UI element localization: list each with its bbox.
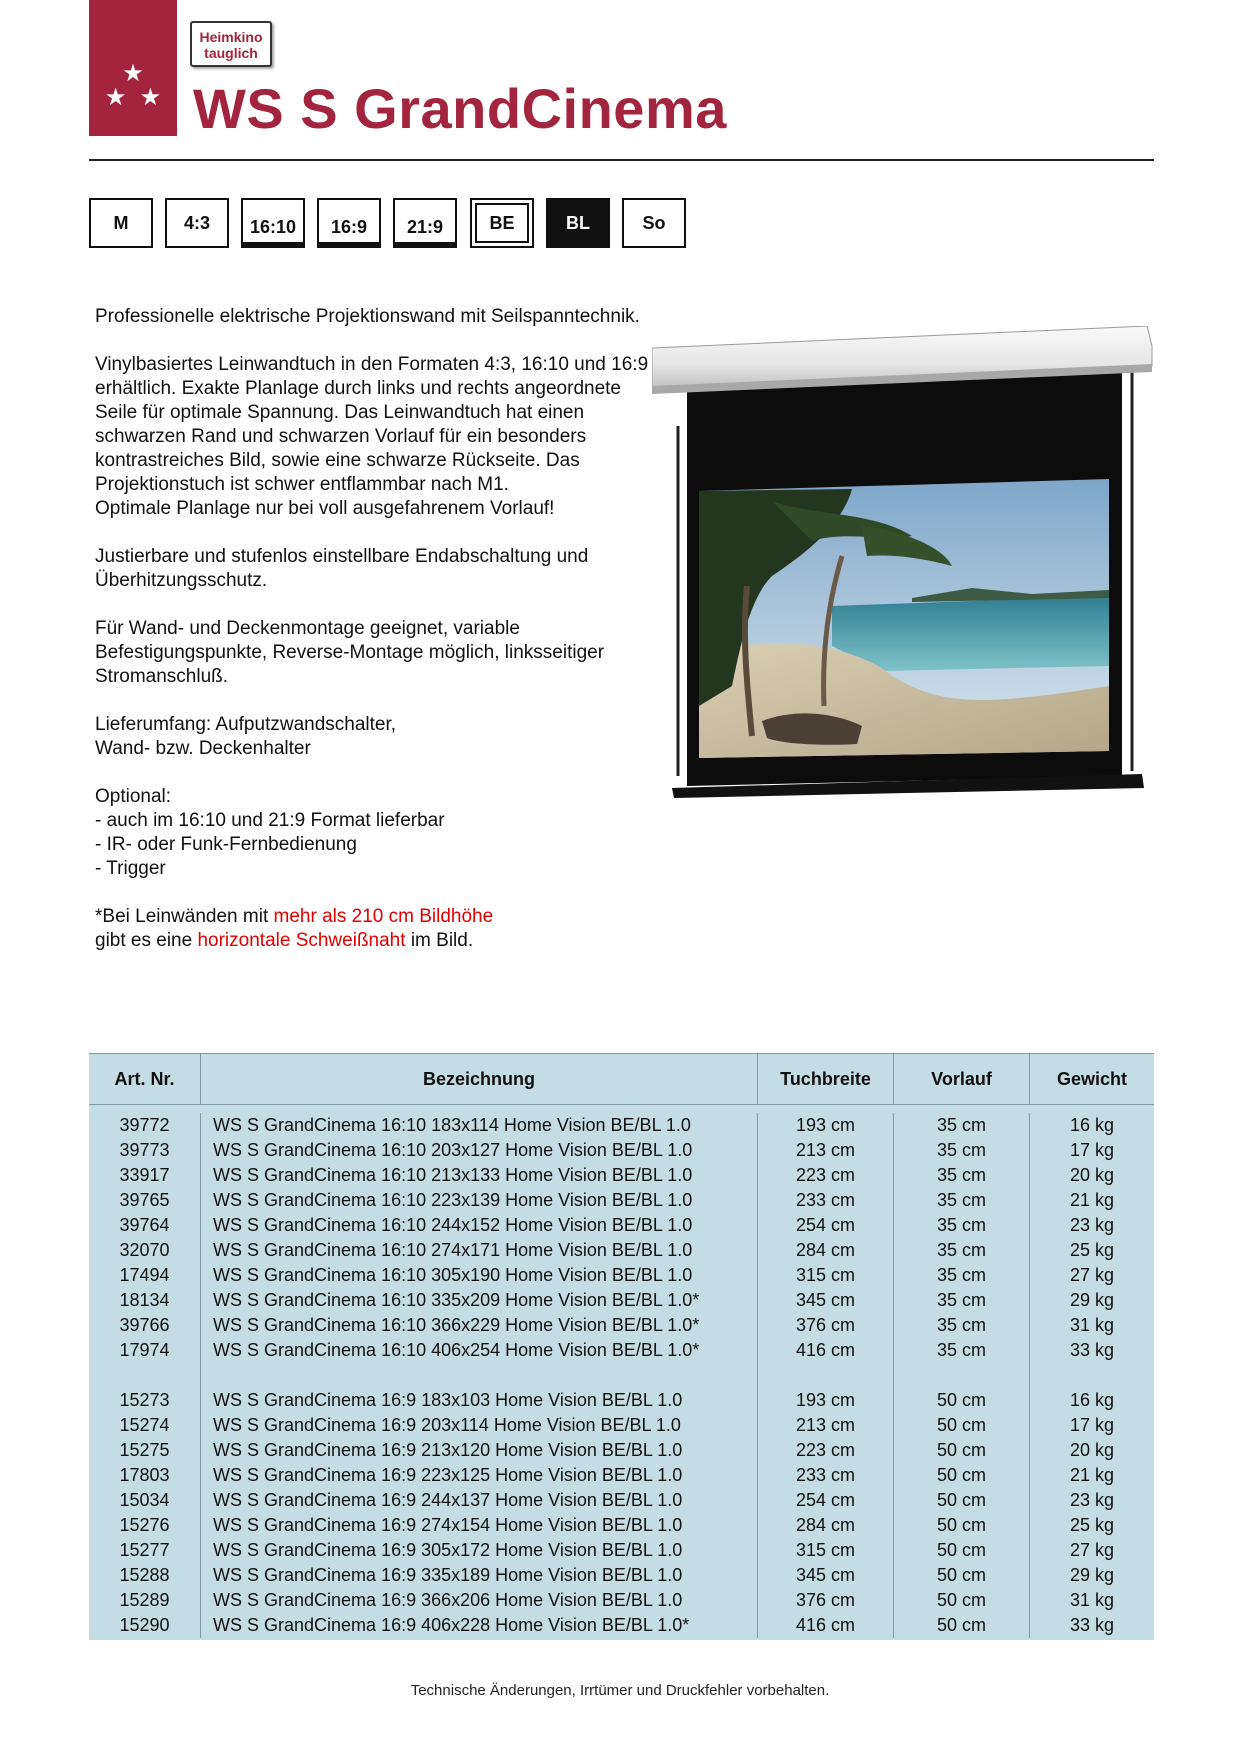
badge-line1: Heimkino — [199, 29, 263, 45]
cell-gewicht: 29 kg — [1069, 1565, 1115, 1585]
cell-art-nr: 17974 — [89, 1338, 201, 1363]
cell-tuchbreite: 213 cm — [758, 1138, 894, 1163]
table-row — [89, 1613, 1154, 1638]
cell-vorlauf: 50 cm — [894, 1438, 1030, 1463]
cell-vorlauf: 35 cm — [894, 1288, 1030, 1313]
cell-bezeichnung: WS S GrandCinema 16:10 223x139 Home Vision BE/BL 1.0 — [201, 1188, 758, 1213]
cell-gewicht: 31 kg — [1069, 1315, 1115, 1335]
cell-bezeichnung: WS S GrandCinema 16:10 335x209 Home Vision BE/BL 1.0* — [201, 1288, 758, 1313]
cell-tuchbreite: 376 cm — [758, 1588, 894, 1613]
cell-tuchbreite: 223 cm — [758, 1438, 894, 1463]
cell-art-nr: 32070 — [89, 1238, 201, 1263]
cell-tuchbreite: 213 cm — [758, 1413, 894, 1438]
gap-cell — [1030, 1363, 1154, 1388]
gap-cell — [89, 1363, 201, 1388]
cell-bezeichnung: WS S GrandCinema 16:10 305x190 Home Vision BE/BL 1.0 — [201, 1263, 758, 1288]
cell-tuchbreite: 254 cm — [758, 1488, 894, 1513]
table-row — [89, 1238, 1154, 1263]
desc-mounting: Für Wand- und Deckenmontage geeignet, variable Befestigungspunkte, Reverse-Montage möglich, linksseitiger Stromanschluß. — [95, 618, 605, 687]
cell-vorlauf: 35 cm — [894, 1213, 1030, 1238]
desc-fabric: Vinylbasiertes Leinwandtuch in den Formaten 4:3, 16:10 und 16:9 erhältlich. Exakte Planlage durch links und rechts angeordnete Seile für optimale Spannung. Das Leinwandtuch hat einen schwarzen Rand und schwarzen Vorlauf für ein besonders kontrastreiches Bild, sowie eine schwarze Rückseite. Das Projektionstuch ist schwer entflammbar nach M1. Optimale Planlage nur bei voll ausgefahrenem Vorlauf! — [95, 354, 649, 519]
table-row — [89, 1188, 1154, 1213]
cell-bezeichnung: WS S GrandCinema 16:10 366x229 Home Vision BE/BL 1.0* — [201, 1313, 758, 1338]
cell-art-nr: 39773 — [89, 1138, 201, 1163]
cell-tuchbreite: 376 cm — [758, 1313, 894, 1338]
table-row — [89, 1388, 1154, 1413]
cell-art-nr: 15276 — [89, 1513, 201, 1538]
cell-tuchbreite: 223 cm — [758, 1163, 894, 1188]
cell-tuchbreite: 233 cm — [758, 1463, 894, 1488]
format-badge-16-9: 16:9 — [317, 198, 381, 248]
cell-gewicht: 23 kg — [1069, 1490, 1115, 1510]
cell-art-nr: 15274 — [89, 1413, 201, 1438]
cell-bezeichnung: WS S GrandCinema 16:10 213x133 Home Vision BE/BL 1.0 — [201, 1163, 758, 1188]
cell-tuchbreite: 315 cm — [758, 1263, 894, 1288]
table-header — [89, 1053, 1154, 1105]
cell-gewicht: 17 kg — [1069, 1415, 1115, 1435]
cell-tuchbreite: 284 cm — [758, 1238, 894, 1263]
cell-vorlauf: 35 cm — [894, 1163, 1030, 1188]
table-row — [89, 1413, 1154, 1438]
cell-gewicht: 25 kg — [1069, 1515, 1115, 1535]
table-row — [89, 1488, 1154, 1513]
cell-vorlauf: 35 cm — [894, 1113, 1030, 1138]
cell-bezeichnung: WS S GrandCinema 16:9 406x228 Home Vision BE/BL 1.0* — [201, 1613, 758, 1638]
cell-bezeichnung: WS S GrandCinema 16:10 183x114 Home Vision BE/BL 1.0 — [201, 1113, 758, 1138]
cell-bezeichnung: WS S GrandCinema 16:9 213x120 Home Vision BE/BL 1.0 — [201, 1438, 758, 1463]
cell-vorlauf: 35 cm — [894, 1138, 1030, 1163]
table-row — [89, 1163, 1154, 1188]
cell-gewicht: 23 kg — [1069, 1215, 1115, 1235]
format-badge-bl: BL — [546, 198, 610, 248]
cell-gewicht: 21 kg — [1069, 1465, 1115, 1485]
desc-limit-switch: Justierbare und stufenlos einstellbare Endabschaltung und Überhitzungsschutz. — [95, 546, 589, 591]
page-title: WS S GrandCinema — [193, 77, 727, 140]
table-row — [89, 1463, 1154, 1488]
cell-art-nr: 15273 — [89, 1388, 201, 1413]
table-row — [89, 1138, 1154, 1163]
header-art-nr: Art. Nr. — [89, 1054, 201, 1104]
table-row — [89, 1288, 1154, 1313]
cell-art-nr: 33917 — [89, 1163, 201, 1188]
cell-tuchbreite: 233 cm — [758, 1188, 894, 1213]
desc-weld-note: *Bei Leinwänden mit mehr als 210 cm Bildhöhe gibt es eine horizontale Schweißnaht im Bild. — [95, 906, 494, 951]
cell-tuchbreite: 284 cm — [758, 1513, 894, 1538]
cell-tuchbreite: 193 cm — [758, 1388, 894, 1413]
cell-vorlauf: 50 cm — [894, 1388, 1030, 1413]
table-row — [89, 1513, 1154, 1538]
header-gewicht: Gewicht — [1056, 1068, 1127, 1089]
cell-vorlauf: 50 cm — [894, 1538, 1030, 1563]
cell-art-nr: 15034 — [89, 1488, 201, 1513]
table-row — [89, 1438, 1154, 1463]
cell-tuchbreite: 315 cm — [758, 1538, 894, 1563]
product-image — [652, 326, 1154, 851]
cell-gewicht: 16 kg — [1069, 1390, 1115, 1410]
table-row — [89, 1563, 1154, 1588]
product-table — [89, 1053, 1154, 1640]
cell-tuchbreite: 345 cm — [758, 1563, 894, 1588]
table-row — [89, 1588, 1154, 1613]
desc-intro: Professionelle elektrische Projektionswand mit Seilspanntechnik. — [95, 306, 640, 327]
header-divider — [89, 159, 1154, 161]
cell-gewicht: 20 kg — [1069, 1165, 1115, 1185]
cell-gewicht: 31 kg — [1069, 1590, 1115, 1610]
cell-gewicht: 27 kg — [1069, 1265, 1115, 1285]
cell-bezeichnung: WS S GrandCinema 16:9 335x189 Home Vision BE/BL 1.0 — [201, 1563, 758, 1588]
header-tuchbreite: Tuchbreite — [758, 1054, 894, 1104]
format-badge-m: M — [89, 198, 153, 248]
cell-vorlauf: 50 cm — [894, 1463, 1030, 1488]
cell-art-nr: 15277 — [89, 1538, 201, 1563]
cell-vorlauf: 35 cm — [894, 1263, 1030, 1288]
desc-delivery: Lieferumfang: Aufputzwandschalter, Wand- bzw. Deckenhalter — [95, 714, 397, 759]
cell-tuchbreite: 345 cm — [758, 1288, 894, 1313]
table-group-gap — [89, 1363, 1154, 1388]
cell-bezeichnung: WS S GrandCinema 16:9 244x137 Home Vision BE/BL 1.0 — [201, 1488, 758, 1513]
table-row — [89, 1213, 1154, 1238]
product-description — [95, 305, 655, 977]
cell-art-nr: 15290 — [89, 1613, 201, 1638]
cell-gewicht: 16 kg — [1069, 1115, 1115, 1135]
table-row — [89, 1313, 1154, 1338]
cell-art-nr: 18134 — [89, 1288, 201, 1313]
cell-gewicht: 33 kg — [1069, 1340, 1115, 1360]
format-badge-so: So — [622, 198, 686, 248]
header-bezeichnung: Bezeichnung — [201, 1054, 758, 1104]
table-row — [89, 1538, 1154, 1563]
format-badge-16-10: 16:10 — [241, 198, 305, 248]
cell-bezeichnung: WS S GrandCinema 16:9 223x125 Home Vision BE/BL 1.0 — [201, 1463, 758, 1488]
cell-art-nr: 17803 — [89, 1463, 201, 1488]
cell-bezeichnung: WS S GrandCinema 16:10 244x152 Home Vision BE/BL 1.0 — [201, 1213, 758, 1238]
cell-tuchbreite: 254 cm — [758, 1213, 894, 1238]
cell-vorlauf: 35 cm — [894, 1188, 1030, 1213]
cell-art-nr: 17494 — [89, 1263, 201, 1288]
badge-line2: tauglich — [204, 45, 258, 61]
cell-gewicht: 21 kg — [1069, 1190, 1115, 1210]
footer-disclaimer: Technische Änderungen, Irrtümer und Druckfehler vorbehalten. — [410, 1682, 830, 1699]
cell-vorlauf: 35 cm — [894, 1238, 1030, 1263]
cell-tuchbreite: 193 cm — [758, 1113, 894, 1138]
table-row — [89, 1263, 1154, 1288]
format-badge-4-3: 4:3 — [165, 198, 229, 248]
cell-bezeichnung: WS S GrandCinema 16:10 406x254 Home Vision BE/BL 1.0* — [201, 1338, 758, 1363]
cell-vorlauf: 50 cm — [894, 1588, 1030, 1613]
cell-vorlauf: 50 cm — [894, 1563, 1030, 1588]
cell-gewicht: 20 kg — [1069, 1440, 1115, 1460]
cell-bezeichnung: WS S GrandCinema 16:9 203x114 Home Vision BE/BL 1.0 — [201, 1413, 758, 1438]
cell-art-nr: 15288 — [89, 1563, 201, 1588]
cell-tuchbreite: 416 cm — [758, 1613, 894, 1638]
cell-art-nr: 39772 — [89, 1113, 201, 1138]
cell-vorlauf: 35 cm — [894, 1338, 1030, 1363]
brand-logo-block — [89, 0, 177, 136]
cell-bezeichnung: WS S GrandCinema 16:9 274x154 Home Vision BE/BL 1.0 — [201, 1513, 758, 1538]
cell-art-nr: 15289 — [89, 1588, 201, 1613]
cell-bezeichnung: WS S GrandCinema 16:10 203x127 Home Vision BE/BL 1.0 — [201, 1138, 758, 1163]
desc-optional: Optional: - auch im 16:10 und 21:9 Format lieferbar - IR- oder Funk-Fernbedienung - Trigger — [95, 786, 445, 879]
cell-vorlauf: 35 cm — [894, 1313, 1030, 1338]
gap-cell — [201, 1363, 758, 1388]
table-row — [89, 1338, 1154, 1363]
cell-art-nr: 39764 — [89, 1213, 201, 1238]
cell-vorlauf: 50 cm — [894, 1413, 1030, 1438]
format-badge-21-9: 21:9 — [393, 198, 457, 248]
cell-bezeichnung: WS S GrandCinema 16:9 183x103 Home Vision BE/BL 1.0 — [201, 1388, 758, 1413]
projection-screen-illustration — [652, 326, 1154, 851]
cell-vorlauf: 50 cm — [894, 1513, 1030, 1538]
cell-bezeichnung: WS S GrandCinema 16:10 274x171 Home Vision BE/BL 1.0 — [201, 1238, 758, 1263]
cell-gewicht: 17 kg — [1069, 1140, 1115, 1160]
cell-gewicht: 29 kg — [1069, 1290, 1115, 1310]
gap-cell — [894, 1363, 1030, 1388]
cell-art-nr: 15275 — [89, 1438, 201, 1463]
cell-art-nr: 39765 — [89, 1188, 201, 1213]
stars-icon: ★ ★ ★ — [104, 60, 162, 111]
cell-bezeichnung: WS S GrandCinema 16:9 305x172 Home Vision BE/BL 1.0 — [201, 1538, 758, 1563]
cell-art-nr: 39766 — [89, 1313, 201, 1338]
gap-cell — [758, 1363, 894, 1388]
cell-vorlauf: 50 cm — [894, 1613, 1030, 1638]
cell-gewicht: 27 kg — [1069, 1540, 1115, 1560]
cell-bezeichnung: WS S GrandCinema 16:9 366x206 Home Vision BE/BL 1.0 — [201, 1588, 758, 1613]
heimkino-badge — [190, 21, 272, 67]
cell-gewicht: 25 kg — [1069, 1240, 1115, 1260]
cell-gewicht: 33 kg — [1069, 1615, 1115, 1635]
table-row — [89, 1113, 1154, 1138]
cell-vorlauf: 50 cm — [894, 1488, 1030, 1513]
table-body — [89, 1105, 1154, 1640]
header-vorlauf: Vorlauf — [894, 1054, 1030, 1104]
cell-tuchbreite: 416 cm — [758, 1338, 894, 1363]
format-badge-be: BE — [470, 198, 534, 248]
